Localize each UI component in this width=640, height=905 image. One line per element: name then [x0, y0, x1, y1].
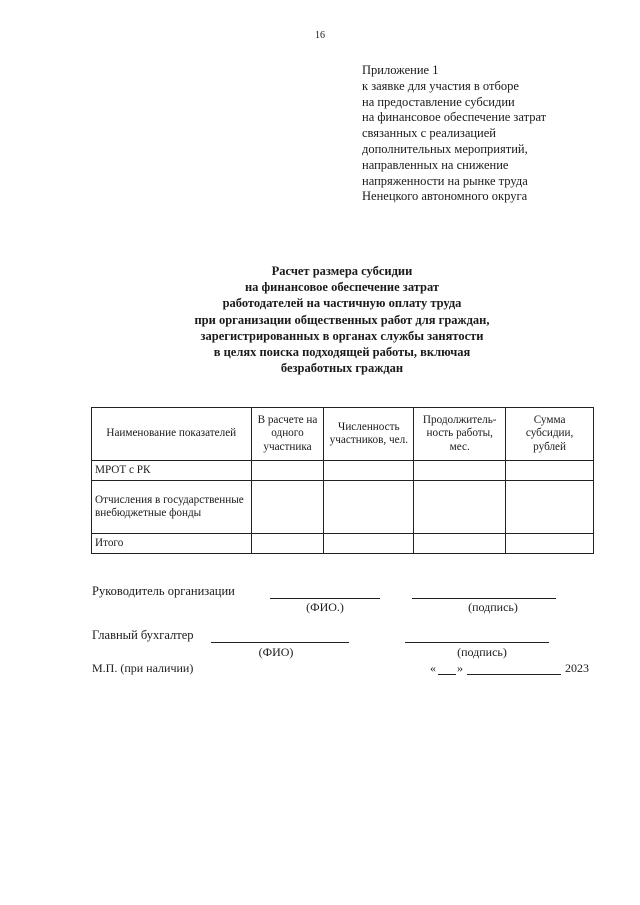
table-row	[92, 481, 594, 534]
table-cell	[324, 461, 414, 481]
header-duration: Продолжитель-ность работы, мес.	[414, 408, 506, 461]
appendix-line: Ненецкого автономного округа	[362, 189, 528, 204]
date-day-line[interactable]	[438, 674, 456, 675]
table-cell	[414, 481, 506, 534]
document-title	[90, 263, 594, 376]
header-participants-count: Численность участников, чел.	[324, 408, 414, 461]
table-cell	[414, 461, 506, 481]
table-cell	[324, 481, 414, 534]
title-line: при организации общественных работ для граждан,	[194, 312, 490, 327]
date-month-line[interactable]	[467, 674, 561, 675]
accountant-signature-caption: (подпись)	[457, 645, 507, 659]
row-label: Отчисления в государственные внебюджетные фонды	[92, 481, 252, 534]
table-cell	[251, 481, 324, 534]
table-cell	[506, 481, 594, 534]
row-label: Итого	[92, 534, 252, 554]
appendix-block	[362, 63, 602, 205]
chief-accountant-label: Главный бухгалтер	[92, 628, 194, 642]
appendix-line: на предоставление субсидии	[362, 94, 515, 109]
calculation-table	[91, 407, 594, 554]
table-row	[92, 534, 594, 554]
accountant-fio-line[interactable]	[211, 642, 349, 643]
head-signature-line[interactable]	[412, 598, 556, 599]
table-cell	[251, 534, 324, 554]
accountant-fio-caption: (ФИО)	[258, 645, 294, 659]
title-line: зарегистрированных в органах службы занятости	[200, 328, 484, 343]
title-line: в целях поиска подходящей работы, включая	[213, 345, 471, 360]
table-cell	[506, 461, 594, 481]
head-of-organization-label: Руководитель организации	[92, 584, 235, 598]
head-fio-line[interactable]	[270, 598, 380, 599]
table-cell	[414, 534, 506, 554]
head-fio-caption: (ФИО.)	[306, 600, 344, 614]
row-label: МРОТ с РК	[92, 461, 252, 481]
appendix-line: на финансовое обеспечение затрат	[362, 110, 547, 125]
date-close-quote: »	[457, 661, 463, 675]
title-line: Расчет размера субсидии	[271, 264, 413, 278]
appendix-line: связанных с реализацией	[362, 126, 496, 141]
title-line: работодателей на частичную оплату труда	[222, 296, 462, 311]
header-per-participant: В расчете на одного участника	[251, 408, 324, 461]
date-year: 2023	[565, 661, 589, 675]
title-line: на финансовое обеспечение затрат	[244, 280, 440, 295]
appendix-line: дополнительных мероприятий,	[362, 141, 528, 156]
head-signature-caption: (подпись)	[468, 600, 518, 614]
title-line: безработных граждан	[280, 361, 404, 376]
page-number: 16	[315, 30, 325, 41]
table-cell	[506, 534, 594, 554]
table-cell	[251, 461, 324, 481]
table-header-row	[92, 408, 594, 461]
header-indicator-name: Наименование показателей	[92, 408, 252, 461]
header-subsidy-amount: Сумма субсидии, рублей	[506, 408, 594, 461]
table-row	[92, 461, 594, 481]
appendix-line: Приложение 1	[362, 63, 439, 77]
appendix-line: к заявке для участия в отборе	[362, 78, 519, 93]
accountant-signature-line[interactable]	[405, 642, 549, 643]
stamp-label: М.П. (при наличии)	[92, 661, 194, 675]
date-open-quote: «	[430, 661, 436, 675]
appendix-line: направленных на снижение	[362, 157, 509, 172]
table-cell	[324, 534, 414, 554]
appendix-line: напряженности на рынке труда	[362, 173, 528, 188]
